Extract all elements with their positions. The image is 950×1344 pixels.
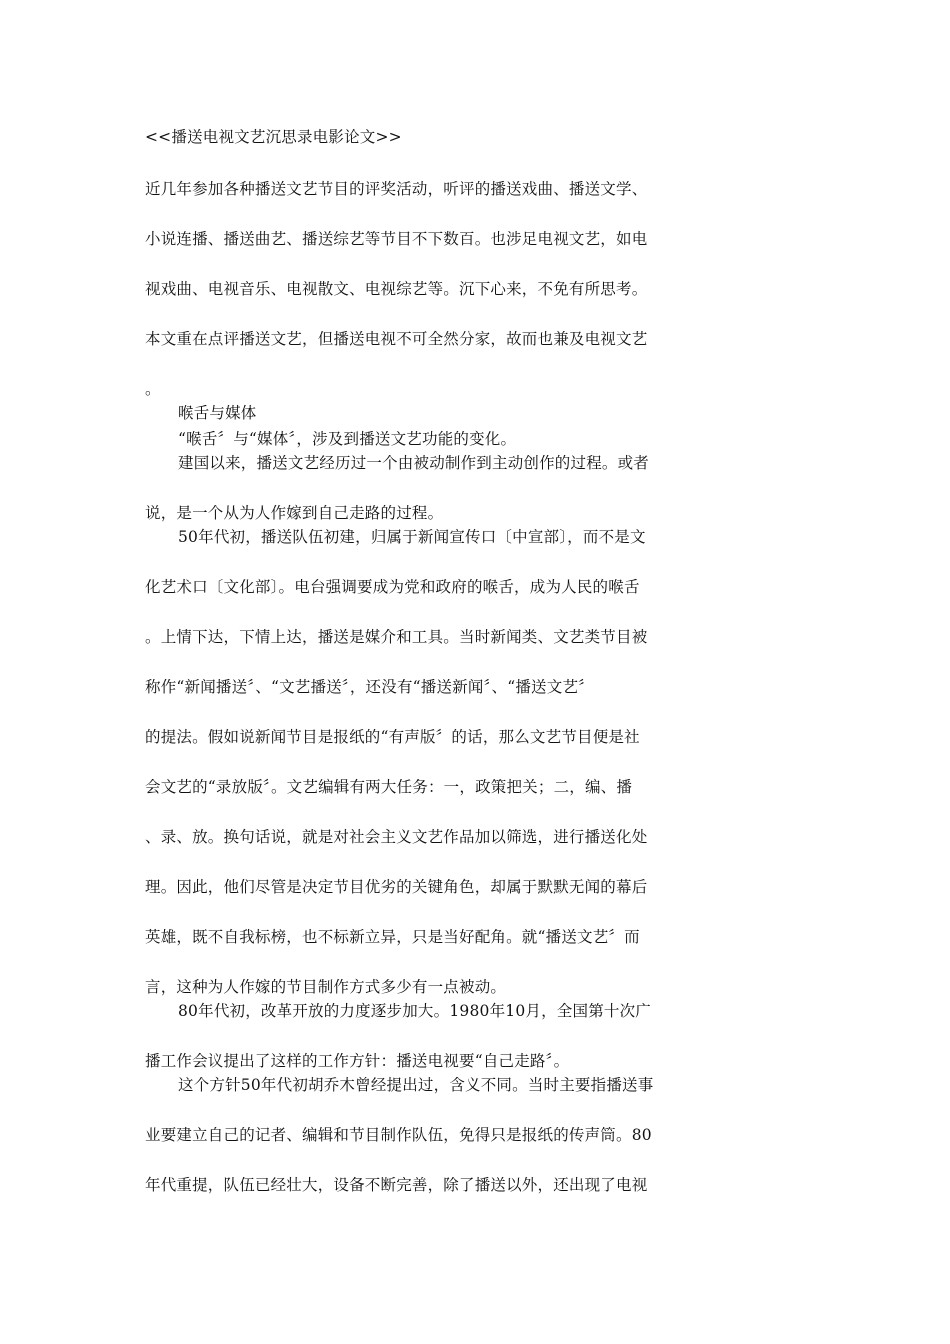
paragraph-line: 言，这种为人作嫁的节目制作方式多少有一点被动。	[145, 978, 507, 996]
paragraph-line: 、录、放。换句话说，就是对社会主义文艺作品加以筛选，进行播送化处	[145, 828, 648, 846]
paragraph-line: 理。因此，他们尽管是决定节目优劣的关键角色，却属于默默无闻的幕后	[145, 878, 648, 896]
paragraph-line: 化艺术口〔文化部〕。电台强调要成为党和政府的喉舌，成为人民的喉舌	[145, 578, 640, 596]
paragraph-line: 本文重在点评播送文艺，但播送电视不可全然分家，故而也兼及电视文艺	[145, 330, 648, 348]
paragraph-line: 视戏曲、电视音乐、电视散文、电视综艺等。沉下心来，不免有所思考。	[145, 280, 648, 298]
section-heading: 喉舌与媒体	[178, 404, 257, 422]
document-title: <<播送电视文艺沉思录电影论文>>	[145, 128, 402, 146]
paragraph-line: 。上情下达，下情上达，播送是媒介和工具。当时新闻类、文艺类节目被	[145, 628, 648, 646]
paragraph-line: 小说连播、播送曲艺、播送综艺等节目不下数百。也涉足电视文艺，如电	[145, 230, 648, 248]
paragraph-line: 称作“新闻播送〞、“文艺播送〞，还没有“播送新闻〞、“播送文艺〞	[145, 678, 594, 696]
paragraph-line: “喉舌〞与“媒体〞，涉及到播送文艺功能的变化。	[178, 430, 517, 448]
paragraph-line: 业要建立自己的记者、编辑和节目制作队伍，免得只是报纸的传声筒。80	[145, 1126, 652, 1144]
paragraph-line: 这个方针50年代初胡乔木曾经提出过，含义不同。当时主要指播送事	[178, 1076, 654, 1094]
paragraph-line: 建国以来，播送文艺经历过一个由被动制作到主动创作的过程。或者	[178, 454, 650, 472]
paragraph-line: 。	[145, 380, 161, 398]
paragraph-line: 播工作会议提出了这样的工作方针：播送电视要“自己走路〞。	[145, 1052, 570, 1070]
paragraph-line: 英雄，既不自我标榜，也不标新立异，只是当好配角。就“播送文艺〞而	[145, 928, 640, 946]
paragraph-line: 50年代初，播送队伍初建，归属于新闻宣传口〔中宣部〕，而不是文	[178, 528, 646, 546]
paragraph-line: 会文艺的“录放版〞。文艺编辑有两大任务：一，政策把关；二，编、播	[145, 778, 633, 796]
paragraph-line: 年代重提，队伍已经壮大，设备不断完善，除了播送以外，还出现了电视	[145, 1176, 648, 1194]
paragraph-line: 说，是一个从为人作嫁到自己走路的过程。	[145, 504, 444, 522]
paragraph-line: 的提法。假如说新闻节目是报纸的“有声版〞的话，那么文艺节目便是社	[145, 728, 640, 746]
paragraph-line: 80年代初，改革开放的力度逐步加大。1980年10月，全国第十次广	[178, 1002, 651, 1020]
paragraph-line: 近几年参加各种播送文艺节目的评奖活动，听评的播送戏曲、播送文学、	[145, 180, 648, 198]
